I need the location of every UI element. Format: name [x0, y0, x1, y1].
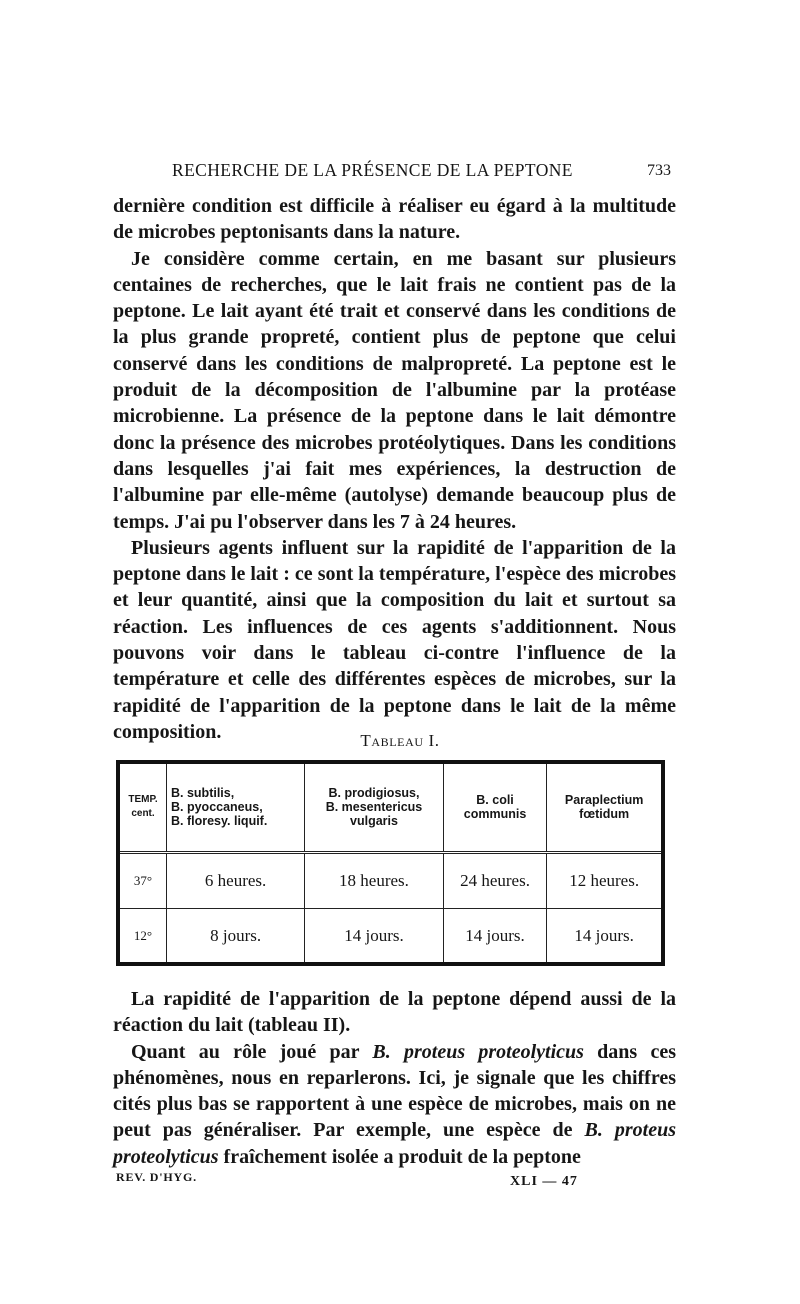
- paragraph-agents: Plusieurs agents influent sur la rapidité de l'apparition de la peptone dans le lait : ce sont la température, l'espèce des microbes et leur quantité, ainsi que la composition du lait et surtout sa réaction. Les influences de ces agents s'additionnent. Nous pouvons voir dans le tableau ci-contre l'influence de la température et celle des différentes espèces de microbes, sur la rapidité de l'apparition de la peptone dans le lait de la même composition.: [113, 536, 676, 743]
- header-col1-line2: B. pyoccaneus,: [171, 800, 263, 815]
- cell-temp: 37°: [120, 852, 167, 909]
- cell-value: 14 jours.: [443, 909, 547, 962]
- text-block-top: [113, 193, 676, 745]
- table-row: [120, 909, 661, 962]
- header-col2-line3: vulgaris: [350, 814, 398, 829]
- header-temp-line2: cent.: [131, 808, 155, 820]
- page-number: 733: [647, 162, 671, 179]
- cell-value: 14 jours.: [305, 909, 444, 962]
- cell-value: 18 heures.: [305, 852, 444, 909]
- header-col2-line1: B. prodigiosus,: [328, 786, 420, 801]
- cell-temp: 12°: [133, 927, 153, 943]
- header-col1-line1: B. subtilis,: [171, 786, 235, 801]
- header-col3-line2: communis: [463, 807, 527, 822]
- header-col4-line2: fœtidum: [579, 807, 630, 822]
- data-table: [120, 764, 661, 962]
- header-col1-line3: B. floresy. liquif.: [171, 814, 268, 829]
- cell-value: 14 jours.: [547, 909, 661, 962]
- cell-value: 24 heures.: [443, 852, 547, 909]
- species-name: B. proteus proteolyticus: [372, 1040, 584, 1063]
- species-name: B. proteus proteolyticus: [113, 1119, 676, 1168]
- header-col4: [547, 764, 661, 852]
- text-span: dans ces phénomènes, nous en reparlerons. Ici, je signale que les chiffres cités plus bas se rapportent à une espèce de microbes, mais on ne peut pas généraliser. Par exemple, une espèce de: [113, 1040, 676, 1142]
- cell-value: 6 heures.: [167, 852, 305, 909]
- table-row: [120, 852, 661, 909]
- journal-abbrev: REV. D'HYG.: [116, 1170, 197, 1184]
- paragraph-reaction: La rapidité de l'apparition de la peptone dépend aussi de la réaction du lait (tableau II).: [113, 988, 676, 1037]
- text-block-bottom: [113, 986, 676, 1170]
- table-frame: [116, 760, 665, 966]
- paragraph-proteus: [113, 1039, 676, 1170]
- header-col4-line1: Paraplectium: [564, 793, 644, 808]
- paragraph-peptone-milk: Je considère comme certain, en me basant sur plusieurs centaines de recherches, que le lait frais ne contient pas de la peptone. Le lait ayant été trait et conservé dans les conditions de la plus grande propreté, contient plus de peptone que celui conservé dans les conditions de malpropreté. La peptone est le produit de la décomposition de l'albumine par la protéase microbienne. La présence de la peptone dans le lait démontre donc la présence des microbes protéolytiques. Dans les conditions dans lesquelles j'ai fait mes expériences, la destruction de l'albumine par elle-même (autolyse) demande beaucoup plus de temps. J'ai pu l'observer dans les 7 à 24 heures.: [113, 247, 676, 533]
- header-col3-line1: B. coli: [476, 793, 514, 808]
- paragraph-continuation: dernière condition est difficile à réaliser eu égard à la multitude de microbes peptonisants dans la nature.: [113, 195, 676, 244]
- running-title: RECHERCHE DE LA PRÉSENCE DE LA PEPTONE: [172, 160, 573, 180]
- text-span: fraîchement isolée a produit de la peptone: [218, 1145, 581, 1168]
- text-span: Quant au rôle joué par: [131, 1040, 373, 1063]
- table-title: Tableau I.: [360, 731, 440, 750]
- table-header-row: [120, 764, 661, 852]
- header-col2-line2: B. mesentericus: [325, 800, 423, 815]
- header-col3: [443, 764, 547, 852]
- header-col2: [305, 764, 444, 852]
- cell-value: 12 heures.: [547, 852, 661, 909]
- cell-value: 8 jours.: [167, 909, 305, 962]
- header-temp-line1: TEMP.: [128, 794, 158, 806]
- signature-mark: XLI — 47: [510, 1174, 578, 1189]
- header-col1: [167, 764, 305, 852]
- header-temp: [120, 764, 167, 852]
